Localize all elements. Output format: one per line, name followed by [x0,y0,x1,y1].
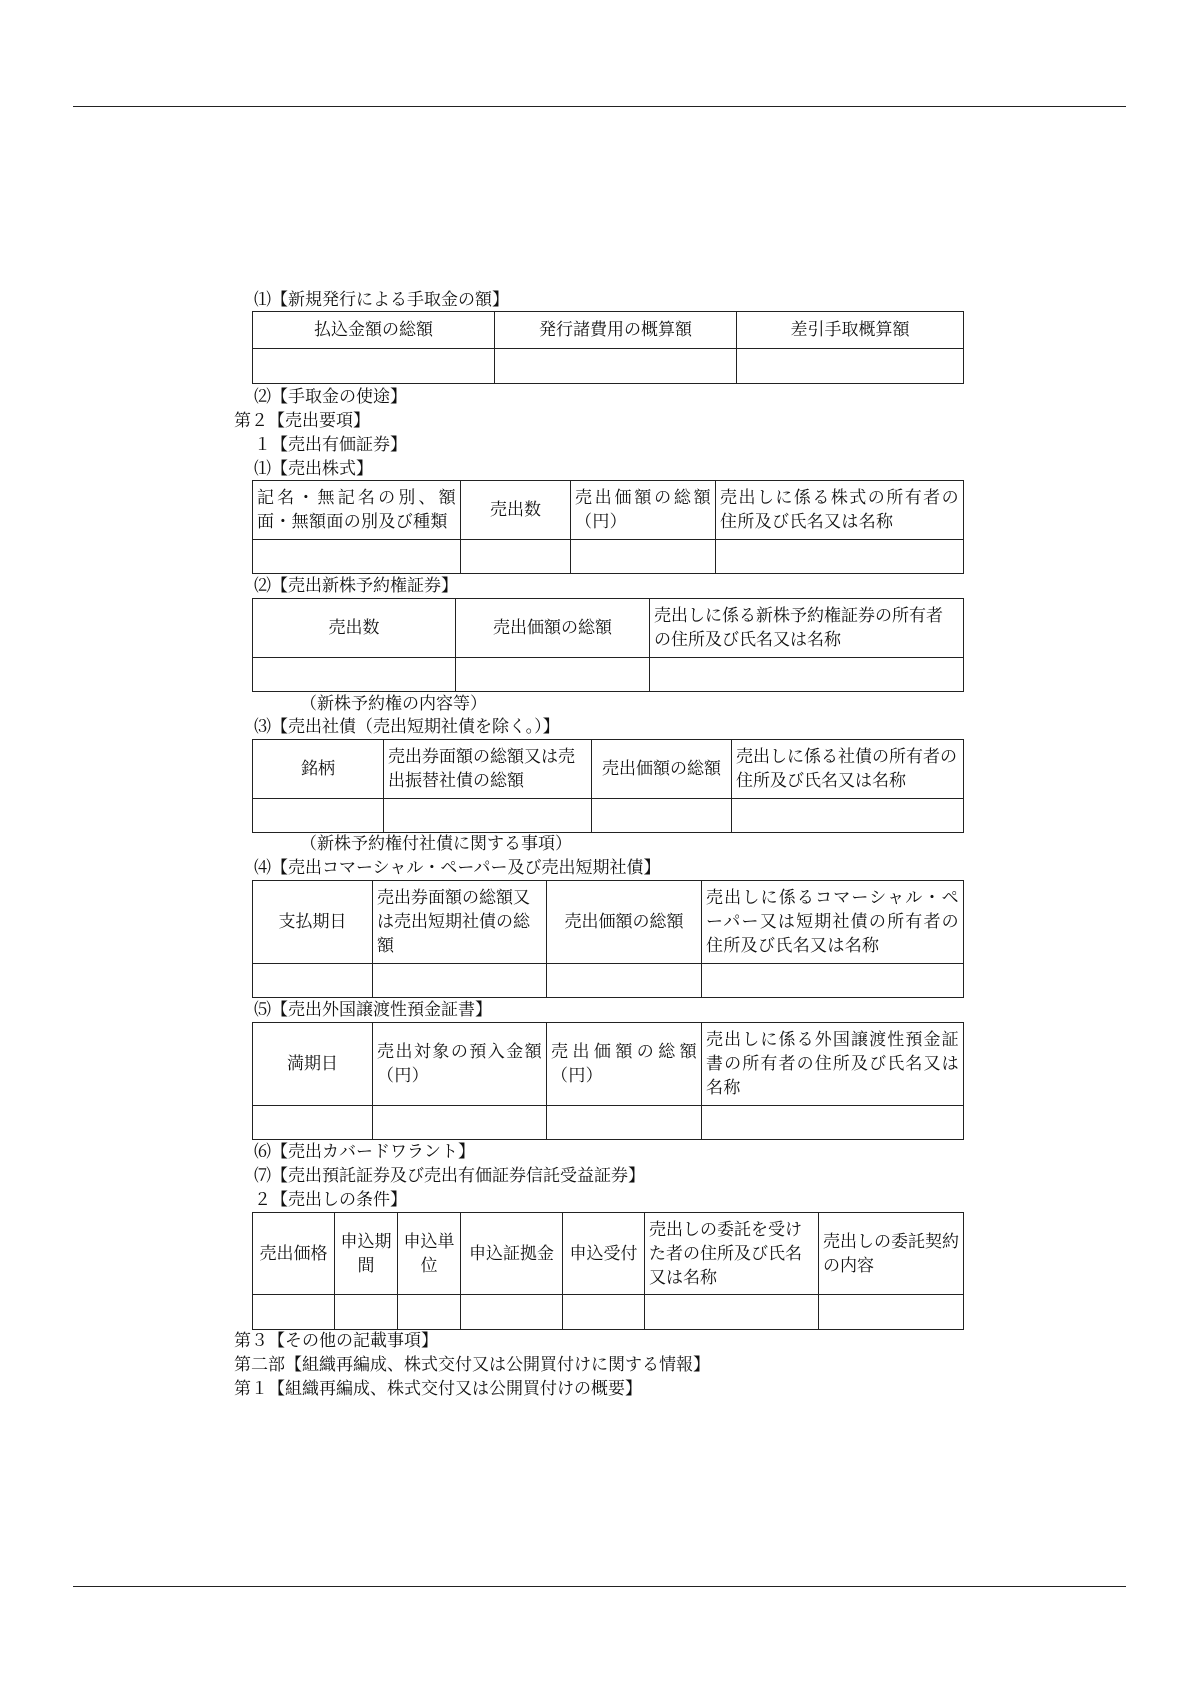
empty-cell [650,658,964,692]
header-cell: 売出数 [253,599,456,658]
header-cell: 売出価額の総額（円） [571,481,716,540]
header-cell: 売出しの委託契約の内容 [819,1213,964,1295]
header-cell: 売出しに係る社債の所有者の住所及び氏名又は名称 [732,740,964,799]
empty-cell [373,1106,547,1140]
header-cell: 売出券面額の総額又は売出短期社債の総額 [373,881,547,964]
header-cell: 売出券面額の総額又は売出振替社債の総額 [384,740,592,799]
empty-cell [253,658,456,692]
header-rule [73,106,1126,107]
header-cell: 売出価格 [253,1213,335,1295]
empty-cell [456,658,650,692]
empty-cell [737,349,964,384]
header-cell: 売出しに係る新株予約権証券の所有者の住所及び氏名又は名称 [650,599,964,658]
proceeds-table [252,311,964,384]
empty-cell [645,1295,819,1330]
footer-rule [73,1586,1126,1587]
empty-cell [253,349,495,384]
sec1-heading: １【売出有価証券】 [254,435,407,455]
empty-cell [461,1295,563,1330]
header-cell: 記名・無記名の別、額面・無額面の別及び種類 [253,481,461,540]
empty-cell [819,1295,964,1330]
empty-cell [253,1106,373,1140]
empty-cell [547,1106,702,1140]
header-cell: 売出価額の総額 [456,599,650,658]
use-of-proceeds-heading: ⑵【手取金の使途】 [254,387,407,407]
part2-heading: 第２【売出要項】 [234,411,370,431]
shares-heading: ⑴【売出株式】 [254,459,373,479]
cp-heading: ⑷【売出コマーシャル・ペーパー及び売出短期社債】 [254,858,661,878]
empty-cell [384,799,592,833]
header-cell: 売出価額の総額 [592,740,732,799]
empty-cell [547,964,702,998]
header-cell: 申込証拠金 [461,1213,563,1295]
conditions-table [252,1212,964,1330]
header-cell: 差引手取概算額 [737,312,964,349]
empty-cell [253,964,373,998]
covered-warrant-heading: ⑹【売出カバードワラント】 [254,1142,475,1162]
empty-cell [398,1295,461,1330]
header-cell: 売出しに係るコマーシャル・ペーパー又は短期社債の所有者の住所及び氏名又は名称 [702,881,964,964]
shares-table [252,480,964,574]
header-cell: 売出対象の預入金額（円） [373,1023,547,1106]
header-cell: 売出しに係る外国譲渡性預金証書の所有者の住所及び氏名又は名称 [702,1023,964,1106]
empty-cell [732,799,964,833]
empty-cell [253,799,384,833]
dept2-sub1-heading: 第１【組織再編成、株式交付又は公開買付けの概要】 [234,1379,642,1399]
header-cell: 発行諸費用の概算額 [495,312,737,349]
header-cell: 売出価額の総額（円） [547,1023,702,1106]
header-cell: 売出しの委託を受けた者の住所及び氏名又は名称 [645,1213,819,1295]
dept2-heading: 第二部【組織再編成、株式交付又は公開買付けに関する情報】 [234,1355,710,1375]
proceeds-heading: ⑴【新規発行による手取金の額】 [254,290,509,310]
header-cell: 支払期日 [253,881,373,964]
header-cell: 売出しに係る株式の所有者の住所及び氏名又は名称 [716,481,964,540]
header-cell: 申込単位 [398,1213,461,1295]
header-cell: 申込受付 [563,1213,645,1295]
empty-cell [495,349,737,384]
cd-table [252,1022,964,1140]
cd-heading: ⑸【売出外国譲渡性預金証書】 [254,1000,492,1020]
header-cell: 売出価額の総額 [547,881,702,964]
conditions-heading: ２【売出しの条件】 [254,1190,407,1210]
bonds-table [252,739,964,833]
header-cell: 売出数 [461,481,571,540]
empty-cell [335,1295,398,1330]
empty-cell [702,1106,964,1140]
part3-heading: 第３【その他の記載事項】 [234,1331,438,1351]
header-cell: 銘柄 [253,740,384,799]
warrants-heading: ⑵【売出新株予約権証券】 [254,576,458,596]
bonds-heading: ⑶【売出社債（売出短期社債を除く。）】 [254,717,560,737]
depositary-heading: ⑺【売出預託証券及び売出有価証券信託受益証券】 [254,1166,645,1186]
empty-cell [563,1295,645,1330]
bond-note: （新株予約権付社債に関する事項） [300,834,572,854]
empty-cell [571,540,716,574]
header-cell: 満期日 [253,1023,373,1106]
empty-cell [702,964,964,998]
empty-cell [373,964,547,998]
empty-cell [716,540,964,574]
header-cell: 払込金額の総額 [253,312,495,349]
warrants-table [252,598,964,692]
empty-cell [461,540,571,574]
empty-cell [592,799,732,833]
cp-table [252,880,964,998]
empty-cell [253,1295,335,1330]
header-cell: 申込期間 [335,1213,398,1295]
warrant-note: （新株予約権の内容等） [300,694,487,714]
empty-cell [253,540,461,574]
